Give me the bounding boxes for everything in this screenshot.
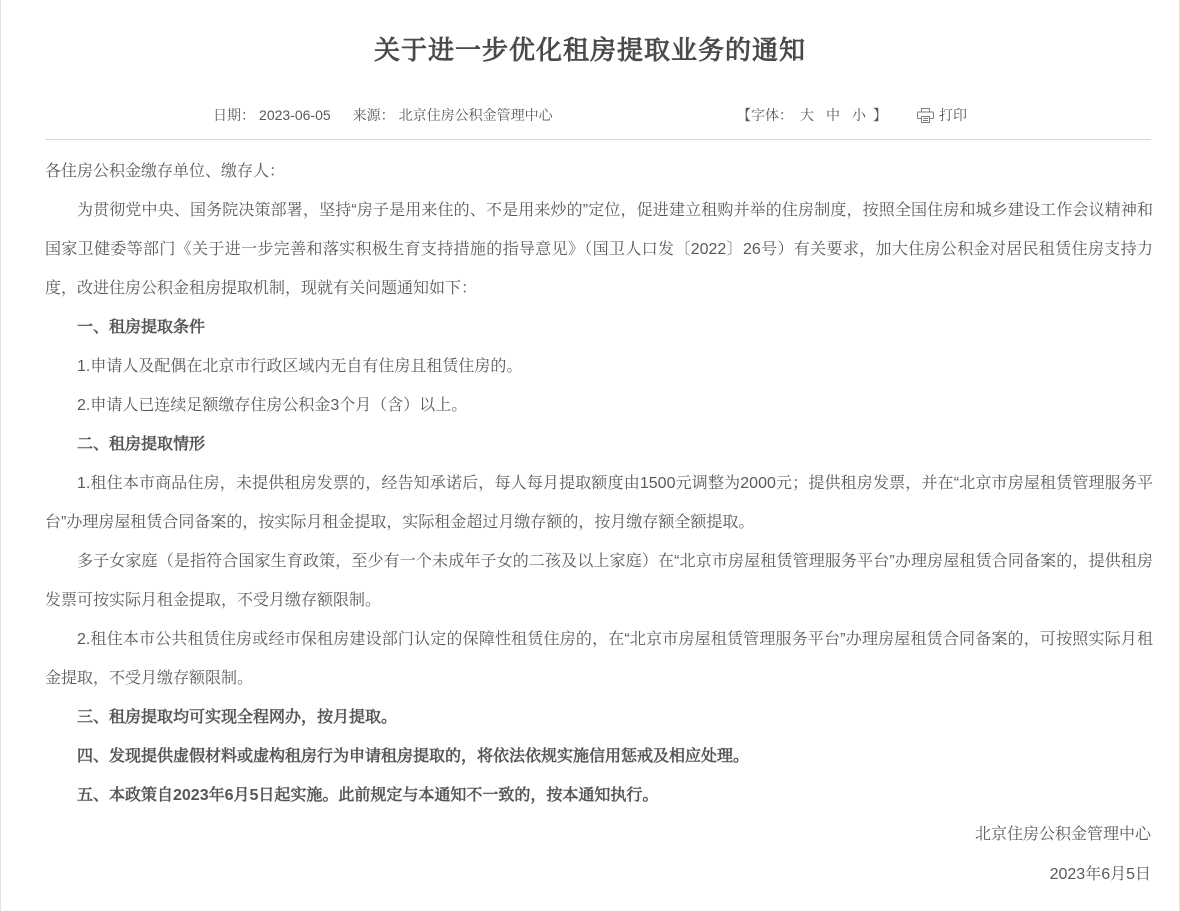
meta-info: [213, 105, 557, 125]
meta-bar: [213, 105, 967, 139]
section-heading: 五、本政策自2023年6月5日起实施。此前规定与本通知不一致的，按本通知执行。: [77, 787, 659, 804]
section-heading: 一、租房提取条件: [77, 319, 206, 336]
meta-tools: [737, 105, 967, 125]
section-paragraph: 1.租住本市商品住房，未提供租房发票的，经告知承诺后，每人每月提取额度由1500元调整为2000元；提供租房发票，并在“北京市房屋租赁管理服务平台”办理房屋租赁合同备案的，按实际月租金提取，实际租金超过月缴存额的，按月缴存额全额提取。: [45, 475, 1153, 531]
font-size-small-button[interactable]: 小: [851, 107, 866, 123]
source-name: 北京住房公积金管理中心: [398, 107, 553, 123]
font-switch-open-bracket: 【字体：: [736, 107, 793, 123]
section-heading: 二、租房提取情形: [77, 436, 206, 453]
salutation: 各住房公积金缴存单位、缴存人：: [45, 163, 286, 180]
sections: [45, 308, 1153, 815]
intro-paragraph: 为贯彻党中央、国务院决策部署，坚持“房子是用来住的、不是用来炒的”定位，促进建立租购并举的住房制度，按照全国住房和城乡建设工作会议精神和国家卫健委等部门《关于进一步完善和落实积极生育支持措施的指导意见》（国卫人口发〔2022〕26号）有关要求，加大住房公积金对居民租赁住房支持力度，改进住房公积金租房提取机制，现就有关问题通知如下：: [45, 202, 1153, 297]
notice-body: [1, 140, 1179, 901]
font-size-medium-button[interactable]: 中: [825, 107, 840, 123]
signature-org: 北京住房公积金管理中心: [974, 826, 1151, 843]
publish-date: 2023-06-05: [259, 107, 331, 123]
document-header: [1, 0, 1179, 140]
printer-icon: [917, 108, 934, 123]
page-title: 关于进一步优化租房提取业务的通知: [373, 35, 806, 65]
section-paragraph: 2.租住本市公共租赁住房或经市保租房建设部门认定的保障性租赁住房的，在“北京市房屋租赁管理服务平台”办理房屋租赁合同备案的，可按照实际月租金提取，不受月缴存额限制。: [45, 631, 1153, 687]
section-paragraph: 2.申请人已连续足额缴存住房公积金3个月（含）以上。: [77, 397, 468, 414]
section-paragraph: 1.申请人及配偶在北京市行政区域内无自有住房且租赁住房的。: [77, 358, 523, 375]
print-button[interactable]: [917, 105, 967, 125]
date-label: 日期：: [213, 107, 256, 123]
section-heading: 四、发现提供虚假材料或虚构租房行为申请租房提取的，将依法依规实施信用惩戒及相应处理。: [77, 748, 750, 765]
font-switch-close-bracket: 】: [872, 107, 887, 123]
section-paragraph: 多子女家庭（是指符合国家生育政策，至少有一个未成年子女的二孩及以上家庭）在“北京市房屋租赁管理服务平台”办理房屋租赁合同备案的，提供租房发票可按实际月租金提取，不受月缴存额限制。: [45, 553, 1153, 609]
signature-date: 2023年6月5日: [1049, 866, 1151, 883]
font-size-large-button[interactable]: 大: [799, 107, 814, 123]
source-label: 来源：: [352, 107, 395, 123]
print-label: 打印: [938, 107, 967, 123]
section-heading: 三、租房提取均可实现全程网办，按月提取。: [77, 709, 398, 726]
signature-block: [45, 815, 1153, 895]
font-size-switcher: [737, 105, 887, 125]
